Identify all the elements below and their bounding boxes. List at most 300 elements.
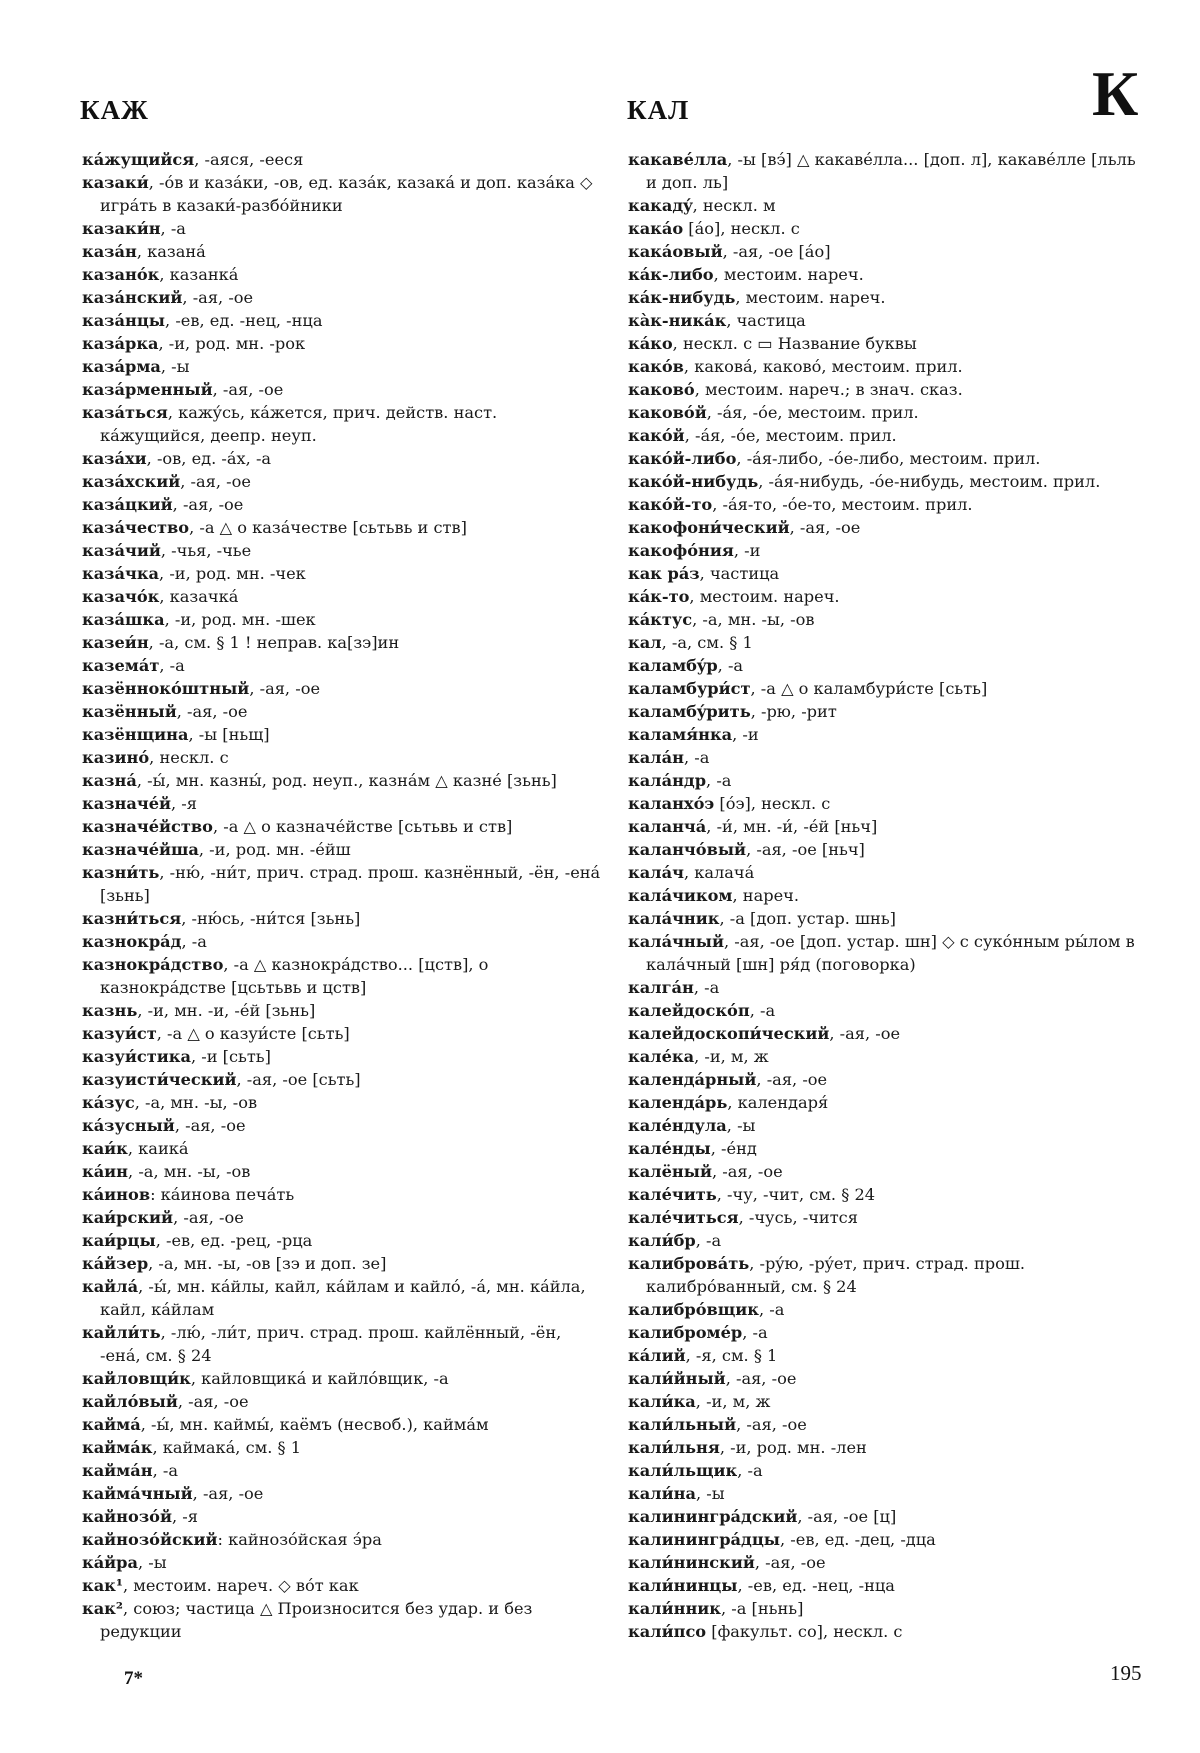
- section-letter: К: [1092, 58, 1139, 129]
- entry-definition: , частица: [699, 564, 780, 583]
- entry-definition: , -ая, -ое: [173, 1208, 244, 1227]
- entry-definition: , -ая, -ое: [249, 679, 321, 698]
- entry-definition: , -ев, ед. -нец, -нца: [165, 311, 323, 330]
- entry-definition: , -ая, -ое: [177, 1392, 249, 1411]
- dictionary-entry: [82, 953, 604, 999]
- entry-definition: , -и, мн. -и, -éй [зьнь]: [137, 1001, 316, 1020]
- dictionary-entry: [82, 1367, 604, 1390]
- entry-headword: какóв: [628, 357, 684, 376]
- dictionary-entry: [628, 1528, 1150, 1551]
- dictionary-entry: [82, 1390, 604, 1413]
- dictionary-entry: [82, 355, 604, 378]
- dictionary-entry: [628, 1505, 1150, 1528]
- entry-headword: казённокóштный: [82, 679, 250, 698]
- entry-headword: кали́псо: [628, 1622, 707, 1641]
- entry-definition: , -чу, -чит, см. § 24: [716, 1185, 876, 1204]
- entry-definition: , -ая, -ое: [789, 518, 861, 537]
- entry-headword: каймáк: [82, 1438, 153, 1457]
- entry-definition: , -я: [171, 1507, 198, 1526]
- entry-definition: , местоим. нареч.; в знач. сказ.: [694, 380, 963, 399]
- dictionary-entry: [628, 1367, 1150, 1390]
- dictionary-entry: [82, 447, 604, 470]
- entry-headword: казáчка: [82, 564, 160, 583]
- entry-definition: , -ая, -ое: [176, 702, 248, 721]
- entry-definition: , -и, род. мн. -éйш: [198, 840, 351, 859]
- entry-definition: , кайловщикá и кайлóвщик, -а: [190, 1369, 449, 1388]
- entry-definition: , -а: [749, 1001, 776, 1020]
- entry-definition: , -и, м, ж: [694, 1047, 769, 1066]
- dictionary-entry: [628, 1229, 1150, 1252]
- entry-definition: , -ая, -ое: [829, 1024, 901, 1043]
- entry-headword: кал: [628, 633, 662, 652]
- entry-definition: , -ы: [138, 1553, 167, 1572]
- entry-definition: , -а: [758, 1300, 785, 1319]
- entry-headword: казеи́н: [82, 633, 149, 652]
- dictionary-entry: [628, 976, 1150, 999]
- entry-definition: , -а: [693, 978, 720, 997]
- entry-headword: казуи́ст: [82, 1024, 157, 1043]
- entry-definition: , союз; частица △ Произносится без удар. и без редукции: [100, 1599, 533, 1641]
- entry-headword: казанóк: [82, 265, 160, 284]
- entry-headword: кáзус: [82, 1093, 135, 1112]
- entry-headword: как²: [82, 1599, 123, 1618]
- entry-headword: какофóния: [628, 541, 734, 560]
- entry-headword: какóй-нибудь: [628, 472, 759, 491]
- entry-headword: каланчá: [628, 817, 707, 836]
- entry-definition: , -ая, -ое [ц]: [797, 1507, 897, 1526]
- entry-headword: кали́на: [628, 1484, 696, 1503]
- entry-headword: кали́бр: [628, 1231, 696, 1250]
- dictionary-entry: [628, 585, 1150, 608]
- entry-headword: какадý: [628, 196, 693, 215]
- dictionary-entry: [82, 1206, 604, 1229]
- entry-headword: каи́к: [82, 1139, 128, 1158]
- entry-headword: каковóй: [628, 403, 707, 422]
- entry-definition: , -ая, -ое: [711, 1162, 783, 1181]
- entry-definition: , -лю́, -ли́т, прич. страд. прош. кайлённый, -ён, -енá, см. § 24: [100, 1323, 562, 1365]
- entry-definition: , -а: [160, 219, 186, 238]
- entry-definition: , -óв и казáки, -ов, ед. казáк, казакá и доп. казáка ◇ игрáть в казаки́-разбóйники: [100, 173, 593, 215]
- dictionary-entry: [628, 1252, 1150, 1298]
- entry-definition: , -áя-нибудь, -óе-нибудь, местоим. прил.: [758, 472, 1101, 491]
- dictionary-entry: [628, 332, 1150, 355]
- entry-definition: , -а: [152, 1461, 179, 1480]
- dictionary-entry: [628, 838, 1150, 861]
- dictionary-entry: [628, 769, 1150, 792]
- dictionary-entry: [628, 309, 1150, 332]
- entry-headword: казнá: [82, 771, 137, 790]
- entry-definition: , -ню́сь, -ни́тся [зьнь]: [181, 909, 361, 928]
- entry-definition: , -áя-либо, -óе-либо, местоим. прил.: [736, 449, 1041, 468]
- entry-headword: казинó: [82, 748, 150, 767]
- dictionary-entry: [82, 171, 604, 217]
- entry-headword: кáинов: [82, 1185, 151, 1204]
- dictionary-entry: [628, 1206, 1150, 1229]
- entry-definition: , -а △ о казначéйстве [сьтьвь и ств]: [212, 817, 513, 836]
- entry-headword: калáчник: [628, 909, 720, 928]
- entry-definition: , казачкá: [159, 587, 239, 606]
- entry-headword: кáк-либо: [628, 265, 714, 284]
- dictionary-entry: [628, 1482, 1150, 1505]
- dictionary-entry: [82, 1045, 604, 1068]
- entry-definition: , каковá, каковó, местоим. прил.: [683, 357, 963, 376]
- dictionary-entry: [82, 1252, 604, 1275]
- entry-headword: кáко: [628, 334, 673, 353]
- dictionary-entry: [82, 562, 604, 585]
- entry-headword: кайловщи́к: [82, 1369, 191, 1388]
- entry-definition: , -ая, -ое: [192, 1484, 264, 1503]
- dictionary-entry: [82, 1275, 604, 1321]
- entry-headword: калáчный: [628, 932, 725, 951]
- entry-definition: , -и, род. мн. -шек: [164, 610, 316, 629]
- dictionary-entry: [82, 516, 604, 539]
- entry-definition: [факульт. со], нескл. с: [706, 1622, 903, 1641]
- dictionary-entry: [628, 562, 1150, 585]
- entry-definition: , -ы: [160, 357, 190, 376]
- entry-headword: калéндула: [628, 1116, 727, 1135]
- dictionary-entry: [82, 1505, 604, 1528]
- dictionary-entry: [628, 1436, 1150, 1459]
- entry-headword: казнь: [82, 1001, 138, 1020]
- entry-definition: , нескл. м: [692, 196, 776, 215]
- running-head-right: КАЛ: [627, 95, 690, 125]
- entry-headword: кáин: [82, 1162, 129, 1181]
- entry-headword: калéка: [628, 1047, 695, 1066]
- entry-definition: , -а △ о каламбури́сте [сьть]: [750, 679, 988, 698]
- entry-definition: , нескл. с ▭ Название буквы: [672, 334, 917, 353]
- dictionary-entry: [628, 148, 1150, 194]
- dictionary-entry: [628, 1091, 1150, 1114]
- entry-definition: , -и: [732, 725, 759, 744]
- entry-definition: , -я: [171, 794, 197, 813]
- entry-headword: казуисти́ческий: [82, 1070, 237, 1089]
- entry-headword: калейдоскопи́ческий: [628, 1024, 830, 1043]
- entry-headword: как рáз: [628, 564, 700, 583]
- entry-headword: калибровáть: [628, 1254, 750, 1273]
- entry-definition: , -и: [733, 541, 761, 560]
- entry-definition: , -ая, -ое: [725, 1369, 797, 1388]
- dictionary-entry: [628, 815, 1150, 838]
- dictionary-entry: [82, 332, 604, 355]
- entry-headword: каковó: [628, 380, 695, 399]
- entry-definition: , -ая, -ое: [182, 288, 254, 307]
- dictionary-entry: [628, 263, 1150, 286]
- entry-headword: казáнцы: [82, 311, 166, 330]
- dictionary-entry: [82, 1229, 604, 1252]
- entry-headword: казнокрáдство: [82, 955, 224, 974]
- entry-definition: , -ев, ед. -рец, -рца: [155, 1231, 313, 1250]
- entry-headword: казни́ться: [82, 909, 182, 928]
- entry-definition: , -ы́, мн. каймы́, каёмъ (несвоб.), каймáм: [140, 1415, 489, 1434]
- entry-headword: какофони́ческий: [628, 518, 790, 537]
- entry-headword: казачóк: [82, 587, 160, 606]
- dictionary-entry: [628, 1137, 1150, 1160]
- dictionary-entry: [628, 746, 1150, 769]
- entry-definition: , местоим. нареч.: [735, 288, 886, 307]
- entry-headword: калáч: [628, 863, 684, 882]
- dictionary-entry: [628, 401, 1150, 424]
- entry-definition: , -а: [706, 771, 732, 790]
- entry-definition: , частица: [726, 311, 806, 330]
- entry-headword: какóй-либо: [628, 449, 737, 468]
- entry-headword: казуи́стика: [82, 1047, 191, 1066]
- entry-headword: казаки́: [82, 173, 149, 192]
- entry-headword: кайнозóйский: [82, 1530, 218, 1549]
- dictionary-entry: [628, 1597, 1150, 1620]
- entry-headword: калёный: [628, 1162, 712, 1181]
- entry-headword: кайли́ть: [82, 1323, 161, 1342]
- dictionary-entry: [628, 792, 1150, 815]
- entry-headword: кáйзер: [82, 1254, 149, 1273]
- entry-definition: , -и, род. мн. -рок: [158, 334, 306, 353]
- dictionary-entry: [628, 424, 1150, 447]
- dictionary-entry: [82, 631, 604, 654]
- dictionary-entry: [628, 378, 1150, 401]
- entry-definition: [áо], нескл. с: [683, 219, 800, 238]
- dictionary-entry: [628, 286, 1150, 309]
- dictionary-entry: [628, 1390, 1150, 1413]
- entry-definition: , -áя, -óе, местоим. прил.: [706, 403, 919, 422]
- entry-headword: какáовый: [628, 242, 723, 261]
- dictionary-entry: [82, 746, 604, 769]
- dictionary-entry: [82, 286, 604, 309]
- dictionary-entry: [628, 539, 1150, 562]
- dictionary-entry: [82, 1022, 604, 1045]
- entry-headword: каламя́нка: [628, 725, 733, 744]
- entry-headword: кáлий: [628, 1346, 686, 1365]
- entry-definition: , -а, мн. -ы, -ов: [134, 1093, 258, 1112]
- entry-definition: , -а: [695, 1231, 722, 1250]
- entry-definition: , -а, мн. -ы, -ов: [128, 1162, 251, 1181]
- entry-definition: , казанá: [136, 242, 206, 261]
- entry-headword: калгáн: [628, 978, 694, 997]
- dictionary-entry: [82, 1436, 604, 1459]
- dictionary-entry: [82, 677, 604, 700]
- entry-headword: каземáт: [82, 656, 160, 675]
- page-number: 195: [1110, 1661, 1142, 1685]
- entry-definition: , -а: [159, 656, 185, 675]
- entry-headword: казáн: [82, 242, 137, 261]
- entry-headword: калибромéр: [628, 1323, 743, 1342]
- entry-definition: , -ая, -ое [доп. устар. шн] ◇ с сукóнным ры́лом в калáчный [шн] ря́д (поговорка): [646, 932, 1135, 974]
- dictionary-entry: [628, 861, 1150, 884]
- dictionary-entry: [82, 539, 604, 562]
- entry-definition: , -а △ казнокрáдство... [цств], о казнокрáдстве [цсьтьвь и цств]: [100, 955, 489, 997]
- entry-definition: , -ы́, мн. кáйлы, кайл, кáйлам и кайлó, -á, мн. кáйла, кайл, кáйлам: [100, 1277, 586, 1319]
- dictionary-entry: [628, 1160, 1150, 1183]
- entry-headword: казáрменный: [82, 380, 213, 399]
- entry-headword: каймáчный: [82, 1484, 193, 1503]
- dictionary-entry: [82, 930, 604, 953]
- entry-definition: , -ы [ньщ]: [188, 725, 270, 744]
- entry-headword: кáйра: [82, 1553, 138, 1572]
- entry-definition: , -а, см. § 1: [661, 633, 753, 652]
- entry-definition: , -а, см. § 1 ! неправ. ка[зэ]ин: [148, 633, 400, 652]
- entry-headword: казáцкий: [82, 495, 173, 514]
- entry-headword: каймá: [82, 1415, 141, 1434]
- entry-definition: , -я, см. § 1: [685, 1346, 778, 1365]
- entry-definition: , -рýю, -рýет, прич. страд. прош. калибрóванный, см. § 24: [646, 1254, 1026, 1296]
- entry-headword: кали́нинский: [628, 1553, 755, 1572]
- dictionary-entry: [628, 884, 1150, 907]
- entry-definition: , -ы [вэ́] △ какавéлла... [доп. л], какавéлле [льль и доп. ль]: [646, 150, 1136, 192]
- entry-definition: , -ню́, -ни́т, прич. страд. прош. казнённый, -ён, -енá [зьнь]: [100, 863, 601, 905]
- entry-headword: калинингрáдцы: [628, 1530, 781, 1549]
- entry-headword: кайнозóй: [82, 1507, 172, 1526]
- dictionary-entry: [628, 700, 1150, 723]
- entry-definition: , -ая, -ое [сьть]: [236, 1070, 361, 1089]
- entry-definition: , местоим. нареч.: [713, 265, 864, 284]
- dictionary-entry: [82, 838, 604, 861]
- entry-definition: , -ая, -ое: [180, 472, 251, 491]
- entry-definition: , -ы: [695, 1484, 725, 1503]
- entry-definition: , -а: [737, 1461, 763, 1480]
- entry-definition: , -а [доп. устар. шнь]: [719, 909, 896, 928]
- dictionary-entry: [628, 1114, 1150, 1137]
- dictionary-entry: [628, 608, 1150, 631]
- entry-headword: казённый: [82, 702, 177, 721]
- entry-headword: казначéйство: [82, 817, 213, 836]
- entry-headword: казáчество: [82, 518, 190, 537]
- entry-headword: кáжущийся: [82, 150, 195, 169]
- dictionary-entry: [628, 1574, 1150, 1597]
- entry-definition: , -а: [683, 748, 710, 767]
- entry-definition: , -ы́, мн. казны́, род. неуп., казнáм △ казнé [зьнь]: [136, 771, 557, 790]
- entry-headword: кали́ка: [628, 1392, 696, 1411]
- entry-headword: какáо: [628, 219, 684, 238]
- dictionary-entry: [82, 1321, 604, 1367]
- entry-headword: калейдоскóп: [628, 1001, 750, 1020]
- dictionary-entry: [82, 148, 604, 171]
- entry-headword: кали́льный: [628, 1415, 737, 1434]
- dictionary-entry: [628, 1068, 1150, 1091]
- entry-headword: каламбýр: [628, 656, 718, 675]
- entry-definition: , -éнд: [710, 1139, 757, 1158]
- entry-headword: кáк-нибудь: [628, 288, 736, 307]
- entry-headword: как¹: [82, 1576, 123, 1595]
- entry-headword: калéчиться: [628, 1208, 739, 1227]
- entry-headword: каймáн: [82, 1461, 153, 1480]
- entry-headword: казначéй: [82, 794, 171, 813]
- entry-headword: казёнщина: [82, 725, 189, 744]
- entry-headword: калибрóвщик: [628, 1300, 759, 1319]
- entry-headword: кали́нинцы: [628, 1576, 738, 1595]
- dictionary-entry: [82, 654, 604, 677]
- entry-definition: , -а △ о казуи́сте [сьть]: [156, 1024, 350, 1043]
- entry-headword: кали́льщик: [628, 1461, 738, 1480]
- dictionary-entry: [82, 309, 604, 332]
- entry-definition: , -ая, -ое [ньч]: [746, 840, 865, 859]
- dictionary-entry: [628, 1620, 1150, 1643]
- entry-definition: , -аяся, -ееся: [194, 150, 304, 169]
- entry-definition: , -ая, -ое: [754, 1553, 826, 1572]
- entry-definition: , местоим. нареч. ◇ вóт как: [122, 1576, 359, 1595]
- entry-definition: : кáинова печáть: [150, 1185, 295, 1204]
- dictionary-entry: [82, 401, 604, 447]
- entry-definition: , -ая, -ое: [172, 495, 244, 514]
- dictionary-entry: [628, 723, 1150, 746]
- dictionary-entry: [82, 723, 604, 746]
- entry-definition: , -а △ о казáчестве [сьтьвь и ств]: [189, 518, 467, 537]
- entry-definition: , -и [сьть]: [190, 1047, 271, 1066]
- entry-headword: каланчóвый: [628, 840, 747, 859]
- left-column: [82, 148, 604, 1643]
- entry-headword: казáчий: [82, 541, 161, 560]
- dictionary-entry: [628, 677, 1150, 700]
- dictionary-entry: [628, 355, 1150, 378]
- entry-headword: казаки́н: [82, 219, 161, 238]
- entry-definition: , -ая, -ое: [174, 1116, 246, 1135]
- dictionary-entry: [82, 1068, 604, 1091]
- dictionary-entry: [82, 585, 604, 608]
- dictionary-entry: [82, 999, 604, 1022]
- dictionary-entry: [82, 1183, 604, 1206]
- entry-definition: , -áя-то, -óе-то, местоим. прил.: [712, 495, 973, 514]
- entry-headword: калáчиком: [628, 886, 733, 905]
- dictionary-entry: [82, 1413, 604, 1436]
- dictionary-entry: [82, 907, 604, 930]
- entry-definition: , -ы: [726, 1116, 756, 1135]
- entry-headword: калáн: [628, 748, 684, 767]
- entry-headword: казáхи: [82, 449, 147, 468]
- dictionary-entry: [82, 217, 604, 240]
- entry-headword: каламбýрить: [628, 702, 751, 721]
- entry-definition: , казанкá: [159, 265, 239, 284]
- entry-definition: , калачá: [683, 863, 755, 882]
- dictionary-entry: [82, 769, 604, 792]
- dictionary-entry: [82, 1482, 604, 1505]
- dictionary-entry: [628, 1321, 1150, 1344]
- entry-headword: кали́нник: [628, 1599, 721, 1618]
- entry-definition: , -ев, ед. -нец, -нца: [737, 1576, 895, 1595]
- dictionary-entry: [628, 1459, 1150, 1482]
- entry-headword: кáзусный: [82, 1116, 175, 1135]
- entry-headword: кали́йный: [628, 1369, 726, 1388]
- entry-definition: , -а, мн. -ы, -ов [зэ и доп. зе]: [148, 1254, 387, 1273]
- dictionary-entry: [82, 1114, 604, 1137]
- dictionary-entry: [82, 1459, 604, 1482]
- dictionary-entry: [82, 792, 604, 815]
- dictionary-entry: [628, 240, 1150, 263]
- entry-definition: , -ая, -ое: [736, 1415, 807, 1434]
- dictionary-entry: [82, 1160, 604, 1183]
- entry-headword: казáрма: [82, 357, 161, 376]
- entry-definition: , календаря́: [727, 1093, 829, 1112]
- entry-headword: казáться: [82, 403, 168, 422]
- entry-headword: калéнды: [628, 1139, 711, 1158]
- dictionary-entry: [628, 907, 1150, 930]
- entry-headword: кали́льня: [628, 1438, 720, 1457]
- entry-definition: , нескл. с: [149, 748, 229, 767]
- entry-headword: казáхский: [82, 472, 181, 491]
- entry-headword: календáрь: [628, 1093, 728, 1112]
- dictionary-entry: [628, 1413, 1150, 1436]
- entry-headword: каи́рский: [82, 1208, 174, 1227]
- entry-definition: , -а: [181, 932, 207, 951]
- dictionary-entry: [82, 263, 604, 286]
- running-head-left: КАЖ: [80, 95, 149, 125]
- entry-headword: каи́рцы: [82, 1231, 156, 1250]
- right-column: [628, 148, 1150, 1643]
- dictionary-entry: [628, 1344, 1150, 1367]
- entry-headword: кáк-то: [628, 587, 690, 606]
- dictionary-entry: [82, 493, 604, 516]
- entry-definition: [óэ], нескл. с: [714, 794, 831, 813]
- dictionary-entry: [628, 516, 1150, 539]
- dictionary-entry: [628, 1551, 1150, 1574]
- dictionary-entry: [82, 378, 604, 401]
- entry-headword: какóй: [628, 426, 685, 445]
